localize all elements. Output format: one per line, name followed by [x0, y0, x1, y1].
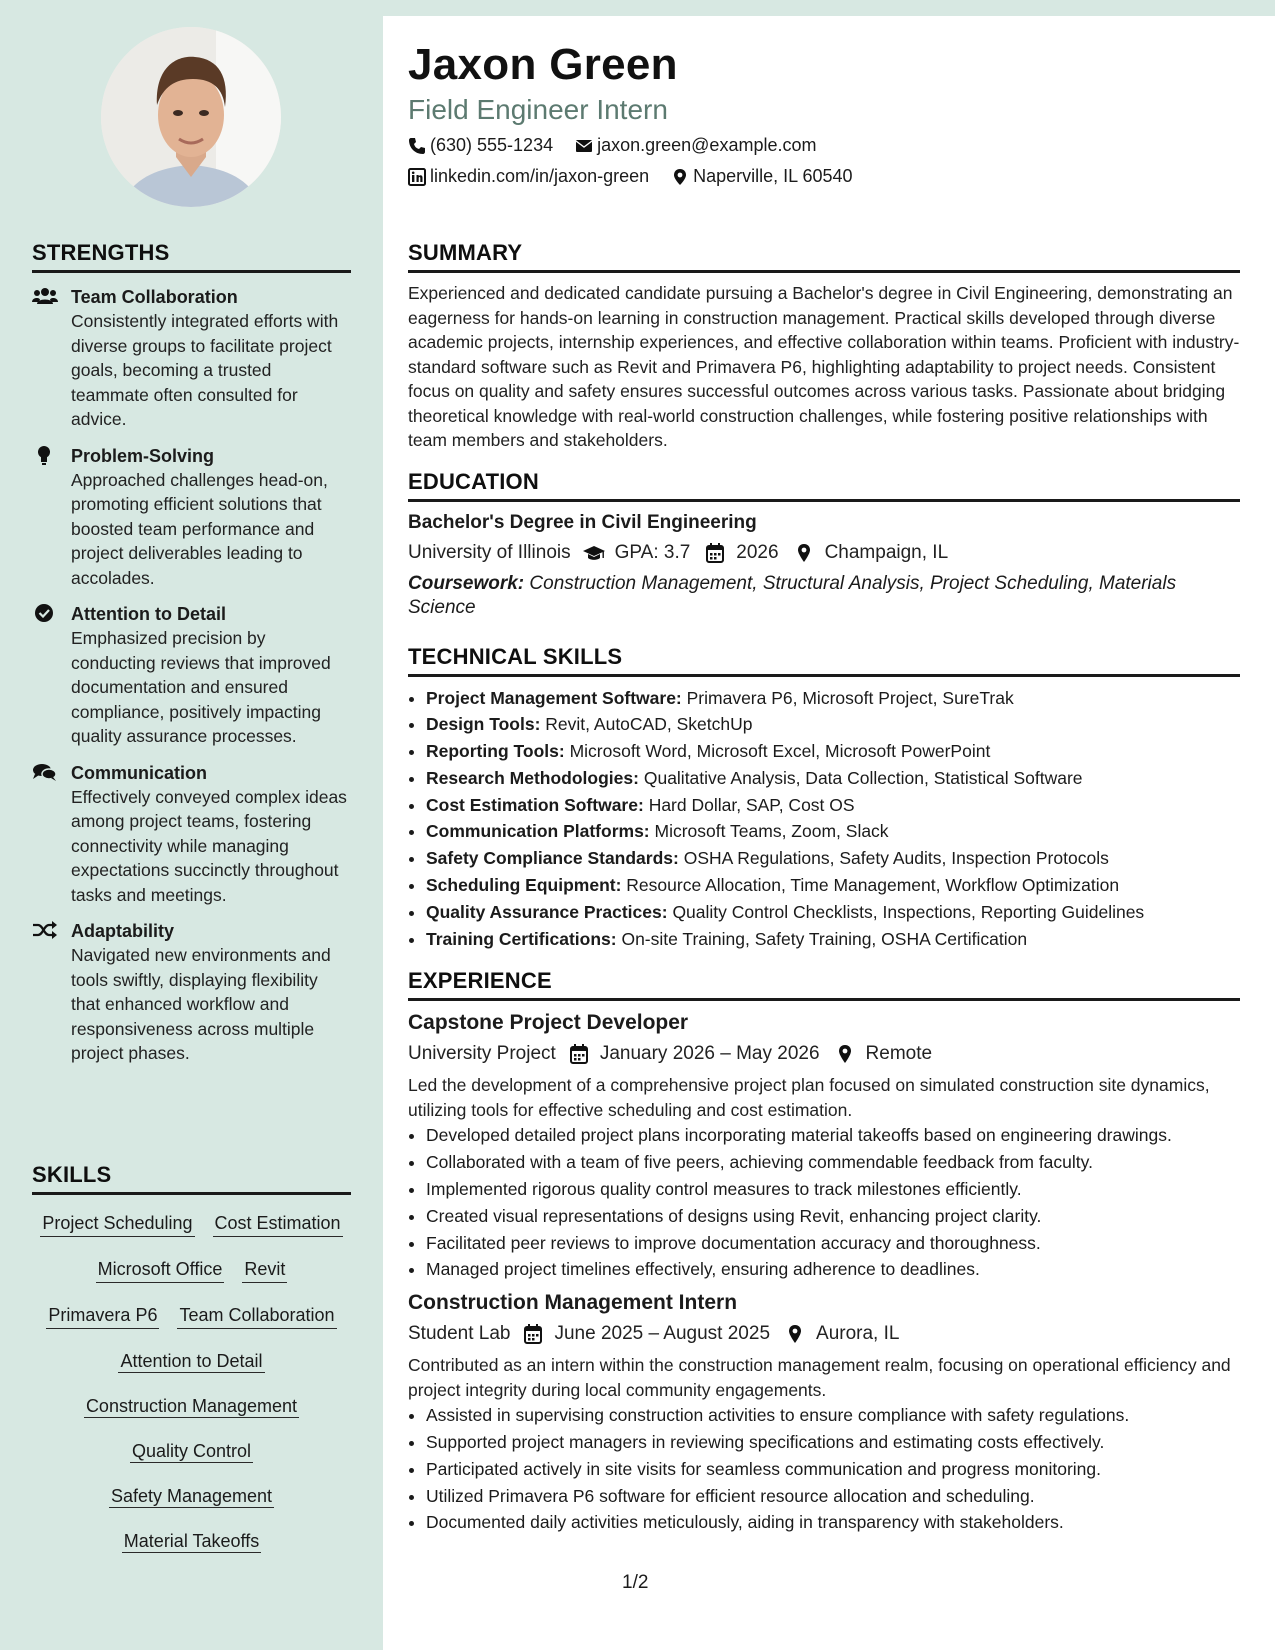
- phone-contact: [408, 135, 553, 156]
- job-org: University Project: [408, 1043, 556, 1065]
- map-pin-icon: [834, 1044, 856, 1064]
- skill-tag: Microsoft Office: [96, 1257, 225, 1283]
- job-title: Capstone Project Developer: [408, 1011, 689, 1035]
- job-bullets: [408, 1402, 1240, 1536]
- list-item: • Assisted in supervising construction activities to ensure compliance with safety regulations.: [426, 1402, 1240, 1429]
- skill-tag: Attention to Detail: [120, 1351, 263, 1371]
- list-item: [426, 738, 1240, 765]
- map-pin-icon: [671, 168, 689, 186]
- email-contact[interactable]: [575, 135, 816, 156]
- school-name: University of Illinois: [408, 541, 571, 563]
- strength-title: Problem-Solving: [71, 445, 215, 466]
- list-item: [426, 926, 1240, 953]
- strengths-heading: STRENGTHS: [32, 240, 351, 273]
- location-text: Naperville, IL 60540: [693, 166, 853, 186]
- candidate-role: Field Engineer Intern: [408, 94, 668, 125]
- degree-title: Bachelor's Degree in Civil Engineering: [408, 511, 757, 533]
- summary-heading: SUMMARY: [408, 240, 1240, 273]
- list-item: [426, 818, 1240, 845]
- list-item: [426, 765, 1240, 792]
- users-icon: [32, 286, 58, 306]
- skill-category: Safety Compliance Standards:: [426, 848, 679, 869]
- contact-row-1: [408, 135, 832, 156]
- list-item: • Implemented rigorous quality control measures to track milestones efficiently.: [426, 1176, 1240, 1203]
- job-location: Aurora, IL: [816, 1323, 900, 1345]
- education-meta: [408, 542, 1240, 564]
- skills-list: [32, 1211, 351, 1554]
- page-number: 1/2: [622, 1572, 649, 1593]
- skill-row: [32, 1439, 351, 1464]
- skill-values: Primavera P6, Microsoft Project, SureTrak: [686, 687, 1014, 708]
- list-item: [426, 711, 1240, 738]
- skill-values: Qualitative Analysis, Data Collection, Statistical Software: [643, 767, 1083, 788]
- strength-title: Adaptability: [71, 921, 175, 941]
- list-item: • Participated actively in site visits for seamless communication and progress monitoring.: [426, 1456, 1240, 1483]
- job-entry: [408, 1291, 1240, 1536]
- envelope-icon: [575, 137, 593, 155]
- skills-heading: SKILLS: [32, 1162, 351, 1195]
- skill-values: Microsoft Word, Microsoft Excel, Microsoft PowerPoint: [569, 741, 991, 762]
- skill-category: Research Methodologies:: [426, 767, 639, 788]
- strength-description: Emphasized precision by conducting reviews that improved documentation and ensured compliance, positively impacting quality assurance processes.: [71, 628, 331, 746]
- skill-tag: Team Collaboration: [177, 1303, 336, 1329]
- strength-item: [32, 285, 351, 432]
- list-item: • Collaborated with a team of five peers, achieving commendable feedback from faculty.: [426, 1149, 1240, 1176]
- strength-description: Consistently integrated efforts with diverse groups to facilitate project goals, becoming a trusted teammate often consulted for advice.: [71, 311, 339, 429]
- skill-category: Scheduling Equipment:: [426, 875, 622, 896]
- job-meta: [408, 1323, 1240, 1345]
- skill-tag: Material Takeoffs: [123, 1531, 260, 1551]
- map-pin-icon: [784, 1324, 806, 1344]
- strength-title: Team Collaboration: [71, 287, 238, 307]
- job-location: Remote: [865, 1043, 933, 1065]
- job-dates: June 2025 – August 2025: [554, 1323, 771, 1345]
- top-band: [0, 0, 1275, 16]
- strength-item: [32, 761, 351, 908]
- skill-category: Design Tools:: [426, 714, 541, 735]
- skill-values: Resource Allocation, Time Management, Workflow Optimization: [626, 875, 1120, 896]
- shuffle-icon: [32, 920, 58, 940]
- calendar-icon: [568, 1044, 590, 1064]
- skill-category: Project Management Software:: [426, 687, 682, 708]
- skill-values: Hard Dollar, SAP, Cost OS: [648, 794, 855, 815]
- skills-section: [32, 1162, 351, 1554]
- job-org: Student Lab: [408, 1323, 511, 1345]
- profile-photo: [101, 27, 281, 207]
- list-item: • Utilized Primavera P6 software for efficient resource allocation and scheduling.: [426, 1483, 1240, 1510]
- list-item: [426, 792, 1240, 819]
- strength-description: Effectively conveyed complex ideas among project teams, fostering connectivity while managing expectations succinctly throughout tasks and meetings.: [71, 786, 347, 905]
- list-item: • Created visual representations of designs using Revit, enhancing project clarity.: [426, 1203, 1240, 1230]
- skill-row: [32, 1529, 351, 1554]
- strength-title: Communication: [71, 762, 208, 783]
- list-item: • Managed project timelines effectively, ensuring adherence to deadlines.: [426, 1256, 1240, 1283]
- skill-values: Microsoft Teams, Zoom, Slack: [654, 821, 889, 842]
- list-item: [426, 899, 1240, 926]
- graduation-cap-icon: [583, 543, 605, 563]
- main-column: [408, 240, 1240, 1536]
- summary-text: Experienced and dedicated candidate pursuing a Bachelor's degree in Civil Engineering, demonstrating an eagerness for hands-on learning in construction management. Practical skills developed through diverse academic projects, internship experiences, and effective collaboration within teams. Proficient with industry-standard software such as Revit and Primavera P6, highlighting adaptability to project needs. Consistent focus on quality and safety ensures successful outcomes across various tasks. Passionate about bridging theoretical knowledge with real-world construction challenges, while fostering positive relationships with team members and stakeholders.: [408, 283, 1240, 450]
- experience-heading: EXPERIENCE: [408, 968, 1240, 1001]
- skill-category: Training Certifications:: [426, 928, 617, 949]
- skill-row: [32, 1349, 351, 1374]
- strength-item: [32, 602, 351, 749]
- coursework-list: Construction Management, Structural Analysis, Project Scheduling, Materials Science: [408, 572, 1177, 618]
- coursework: [408, 572, 1240, 620]
- location-contact: [671, 166, 852, 187]
- job-description: Contributed as an intern within the construction management realm, focusing on operational efficiency and project integrity during local community engagements.: [408, 1355, 1231, 1400]
- education-location: Champaign, IL: [824, 541, 949, 563]
- job-dates: January 2026 – May 2026: [599, 1043, 820, 1065]
- list-item: [426, 685, 1240, 712]
- gpa: GPA: 3.7: [614, 541, 691, 563]
- technical-skills-list: [408, 685, 1240, 953]
- list-item: • Developed detailed project plans incorporating material takeoffs based on engineering drawings.: [426, 1122, 1240, 1149]
- strength-description: Approached challenges head-on, promoting efficient solutions that boosted team performance and project deliverables leading to accolades.: [71, 469, 328, 588]
- strength-item: [32, 444, 351, 591]
- skill-tag: Revit: [242, 1257, 287, 1283]
- check-circle-icon: [32, 603, 58, 623]
- list-item: • Facilitated peer reviews to improve documentation accuracy and thoroughness.: [426, 1230, 1240, 1257]
- skill-values: Quality Control Checklists, Inspections, Reporting Guidelines: [672, 901, 1145, 922]
- map-pin-icon: [793, 543, 815, 563]
- list-item: • Documented daily activities meticulously, aiding in transparency with stakeholders.: [426, 1509, 1240, 1536]
- skill-row: [32, 1394, 351, 1419]
- technical-skills-heading: TECHNICAL SKILLS: [408, 644, 1240, 677]
- strengths-section: [32, 240, 351, 1066]
- strength-title: Attention to Detail: [71, 604, 226, 624]
- job-entry: [408, 1011, 1240, 1283]
- skill-category: Communication Platforms:: [426, 821, 650, 842]
- graduation-year: 2026: [736, 541, 779, 563]
- lightbulb-icon: [32, 445, 58, 465]
- skill-category: Reporting Tools:: [426, 741, 565, 762]
- candidate-name: Jaxon Green: [408, 40, 678, 89]
- skill-category: Quality Assurance Practices:: [426, 901, 668, 922]
- skill-tag: Construction Management: [85, 1396, 298, 1416]
- job-description: Led the development of a comprehensive project plan focused on simulated construction site dynamics, utilizing tools for effective scheduling and cost estimation.: [408, 1075, 1210, 1120]
- job-meta: [408, 1043, 1240, 1065]
- calendar-icon: [704, 543, 726, 563]
- linkedin-icon: [408, 168, 426, 186]
- strength-description: Navigated new environments and tools swiftly, displaying flexibility that enhanced workflow and responsiveness across multiple project phases.: [71, 945, 331, 1063]
- list-item: [426, 872, 1240, 899]
- coursework-label: Coursework:: [408, 572, 525, 594]
- skill-tag: Safety Management: [110, 1486, 273, 1506]
- list-item: [426, 845, 1240, 872]
- education-heading: EDUCATION: [408, 469, 1240, 502]
- skill-tag: Project Scheduling: [40, 1211, 194, 1237]
- skill-row: [32, 1484, 351, 1509]
- skill-values: Revit, AutoCAD, SketchUp: [545, 714, 753, 735]
- phone-number: (630) 555-1234: [430, 135, 554, 155]
- skill-values: On-site Training, Safety Training, OSHA Certification: [621, 928, 1028, 949]
- job-title: Construction Management Intern: [408, 1291, 738, 1315]
- skill-tag: Quality Control: [131, 1441, 252, 1461]
- strength-item: [32, 919, 351, 1066]
- email-address[interactable]: jaxon.green@example.com: [597, 135, 817, 155]
- skill-category: Cost Estimation Software:: [426, 794, 644, 815]
- job-bullets: [408, 1122, 1240, 1283]
- skill-values: OSHA Regulations, Safety Audits, Inspection Protocols: [683, 848, 1109, 869]
- linkedin-contact[interactable]: [408, 166, 649, 187]
- linkedin-url[interactable]: linkedin.com/in/jaxon-green: [430, 166, 650, 186]
- comments-icon: [32, 762, 58, 782]
- skill-tag: Primavera P6: [46, 1303, 159, 1329]
- phone-icon: [408, 137, 426, 155]
- calendar-icon: [522, 1324, 544, 1344]
- contact-row-2: [408, 166, 869, 187]
- skill-tag: Cost Estimation: [213, 1211, 343, 1237]
- list-item: • Supported project managers in reviewing specifications and estimating costs effectively.: [426, 1429, 1240, 1456]
